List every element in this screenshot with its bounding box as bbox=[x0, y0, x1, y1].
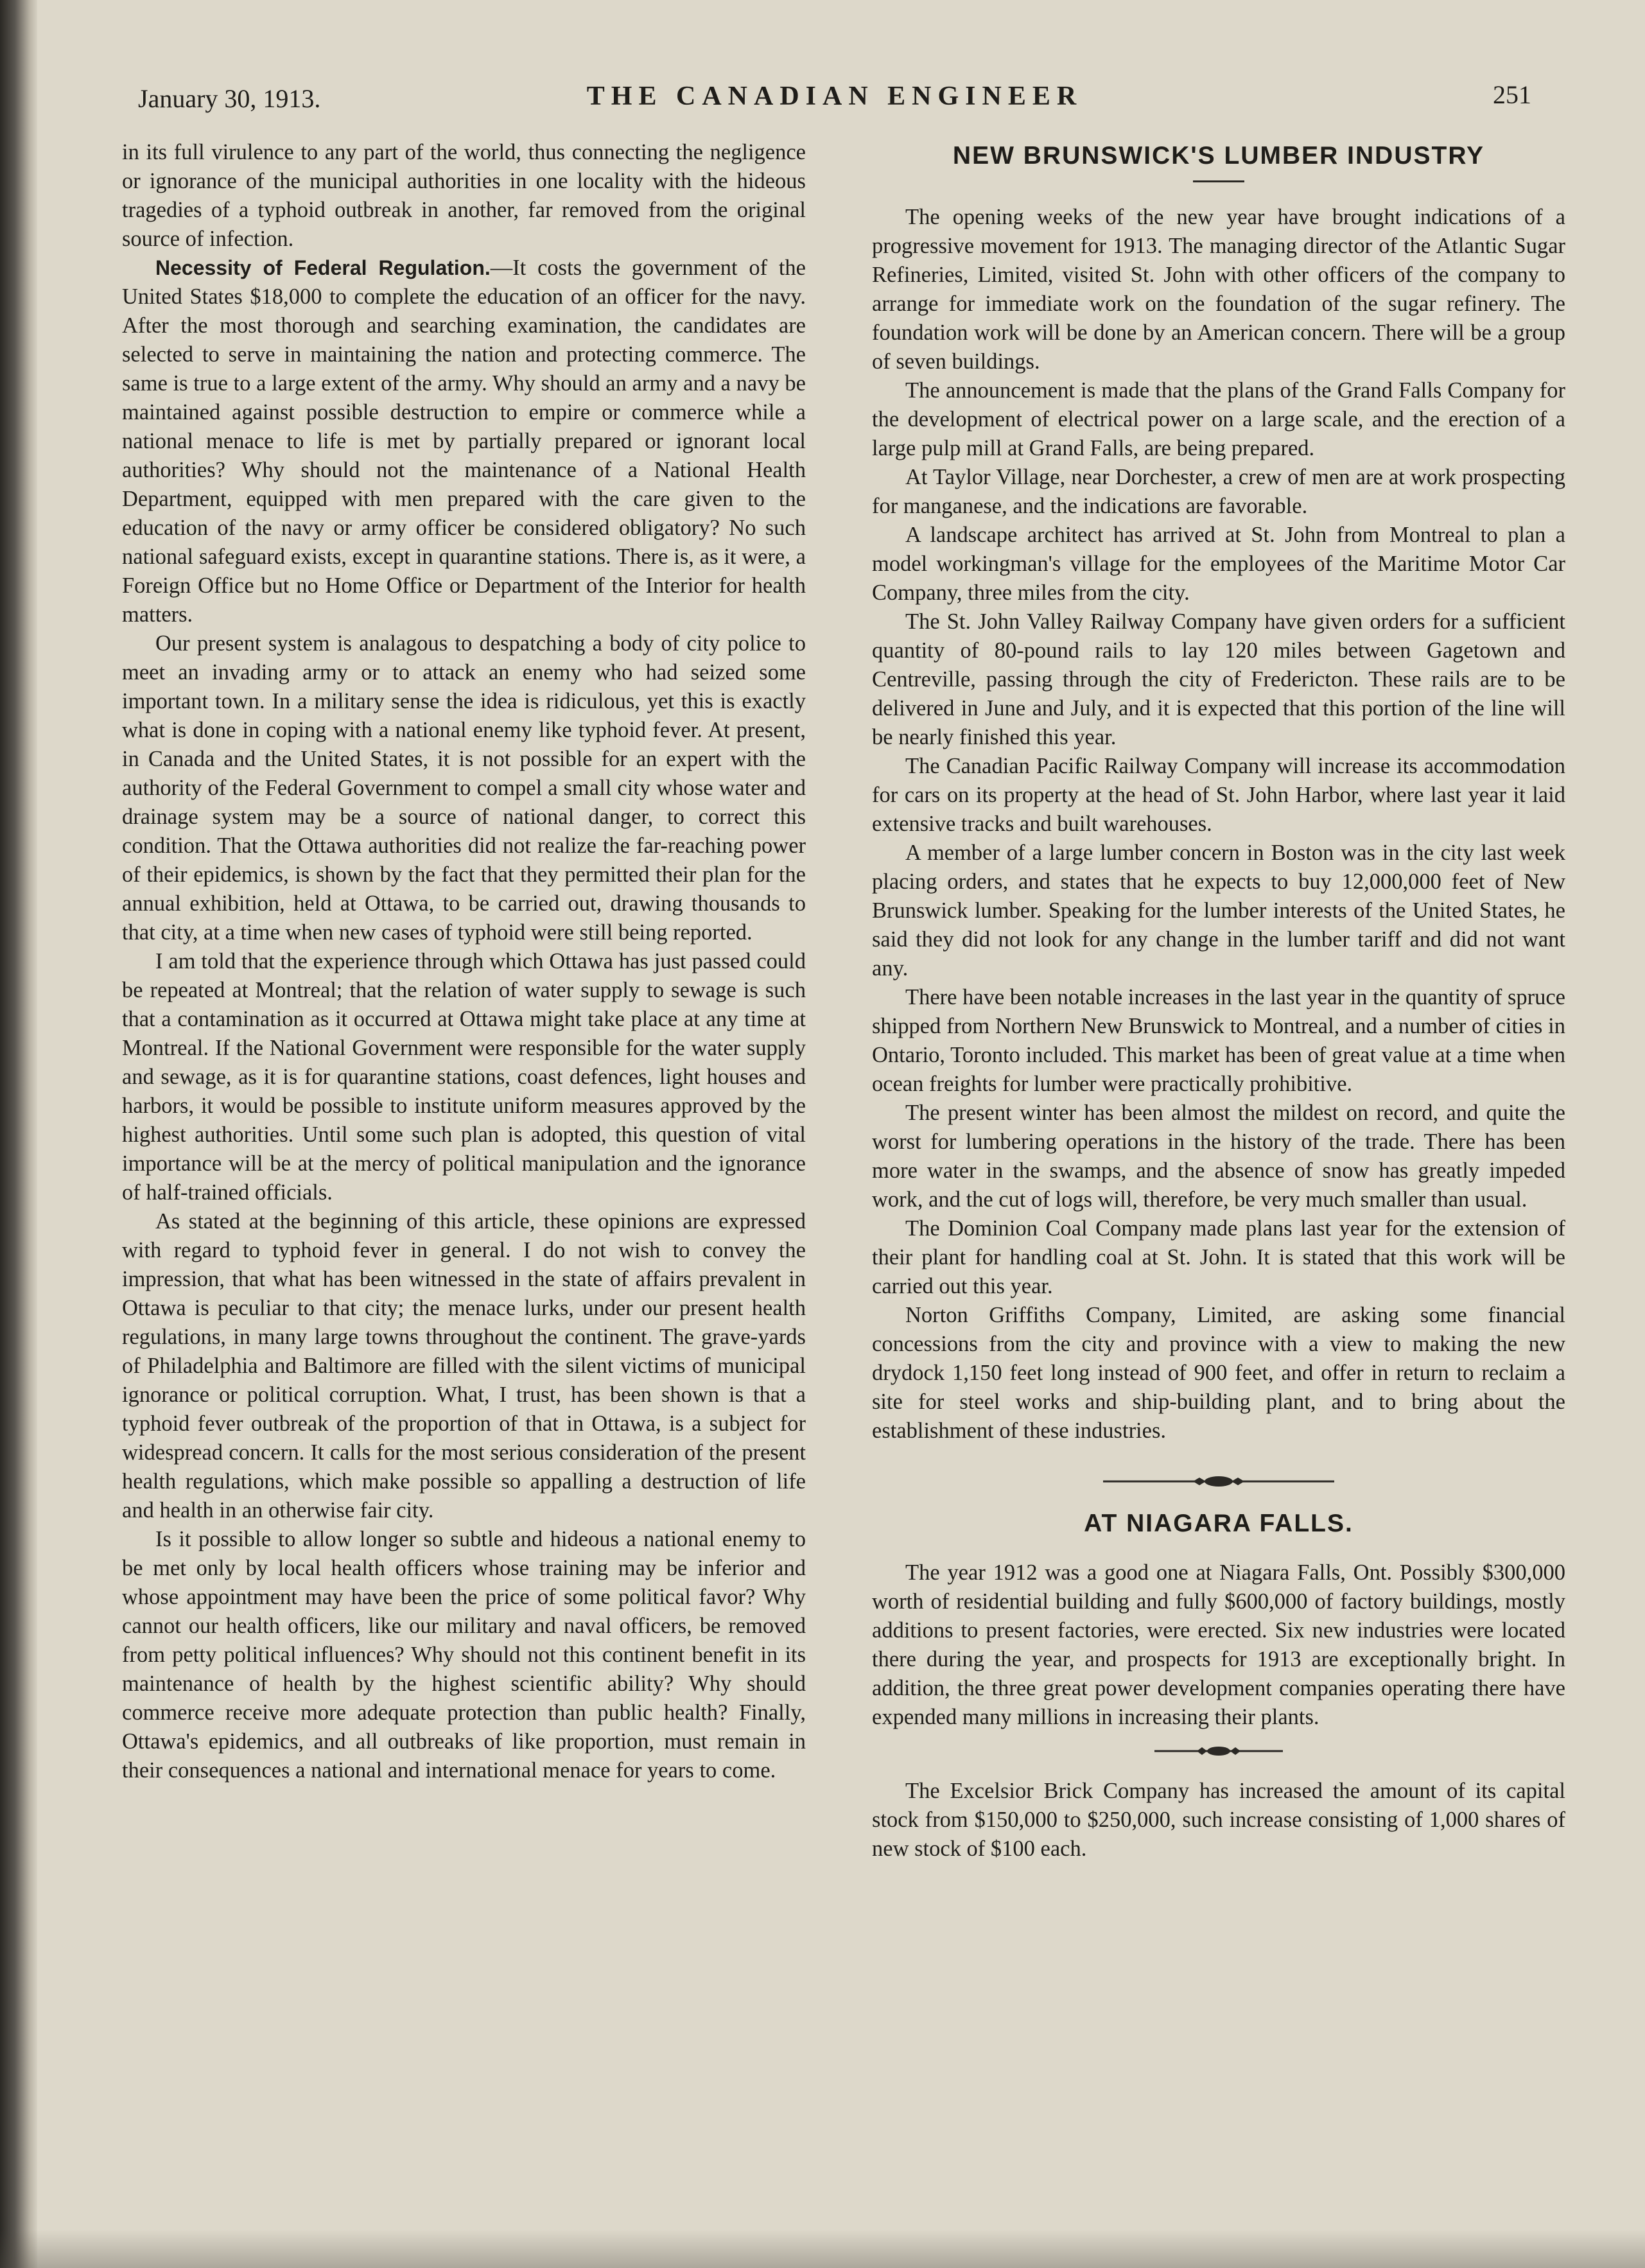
paragraph: The opening weeks of the new year have brought indications of a progressive movement for 1913. The managing director of the Atlantic Sugar Refineries, Limited, visited St. John with other officers of the company to arrange for immediate work on the foundation of the sugar refinery. The foundation work will be done by an American concern. There will be a group of seven buildings. bbox=[872, 205, 1565, 374]
paragraph: The Dominion Coal Company made plans last year for the extension of their plant for handling coal at St. John. It is stated that this work will be carried out this year. bbox=[872, 1216, 1565, 1298]
paragraph-with-run-in-heading bbox=[122, 254, 806, 629]
page-number: 251 bbox=[1493, 80, 1531, 109]
book-binding-shadow bbox=[0, 0, 37, 2268]
paragraph: A member of a large lumber concern in Boston was in the city last week placing orders, and states that he expects to buy 12,000,000 feet of New Brunswick lumber. Speaking for the lumber interests of the United States, he said they did not look for any change in the lumber tariff and did not want any. bbox=[872, 841, 1565, 981]
page-bottom-shadow bbox=[0, 2229, 1645, 2268]
paragraph: The Canadian Pacific Railway Company will increase its accommodation for cars on its property at the head of St. John Harbor, where last year it laid extensive tracks and built warehouses. bbox=[872, 754, 1565, 836]
paragraph: Norton Griffiths Company, Limited, are asking some financial concessions from the city and province with a view to making the new drydock 1,150 feet long instead of 900 feet, and offer in return to reclaim a site for steel works and ship-building plant, and to bring about the establishment of these industries. bbox=[872, 1303, 1565, 1443]
paragraph: At Taylor Village, near Dorchester, a crew of men are at work prospecting for manganese, and the indications are favorable. bbox=[872, 465, 1565, 518]
paragraph: As stated at the beginning of this article, these opinions are expressed with regard to typhoid fever in general. I do not wish to convey the impression, that what has been witnessed in the state of affairs prevalent in Ottawa is peculiar to that city; the menace lurks, under our present health regulations, in many large towns throughout the continent. The grave-yards of Philadelphia and Baltimore are filled with the silent victims of municipal ignorance or political corruption. What, I trust, has been shown is that a typhoid fever outbreak of the proportion of that in Ottawa, is a subject for widespread concern. It calls for the most serious consideration of the present health regulations, which make possible so appalling a destruction of life and health in an otherwise fair city. bbox=[122, 1209, 806, 1522]
issue-date: January 30, 1913. bbox=[138, 84, 321, 113]
section-divider-ornament bbox=[872, 1745, 1565, 1758]
paragraph: in its full virulence to any part of the world, thus connecting the negligence or ignorance of the municipal authorities in one locality with the hideous tragedies of a typhoid outbreak in another, far removed from the original source of infection. bbox=[122, 140, 806, 251]
paragraph: The year 1912 was a good one at Niagara Falls, Ont. Possibly $300,000 worth of residential building and fully $600,000 of factory buildings, mostly additions to present factories, were erected. Six new industries were located there during the year, and prospects for 1913 are exceptionally bright. In addition, the three great power development companies operating there have expended many millions in increasing their plants. bbox=[872, 1560, 1565, 1729]
section-heading: Necessity of Federal Regulation. bbox=[155, 256, 491, 279]
paragraph: The announcement is made that the plans of the Grand Falls Company for the development of electrical power on a large scale, and the erection of a large pulp mill at Grand Falls, are being prepared. bbox=[872, 378, 1565, 460]
title-rule bbox=[1193, 180, 1244, 182]
journal-title: THE CANADIAN ENGINEER bbox=[586, 82, 1083, 111]
section-divider-ornament bbox=[872, 1475, 1565, 1488]
paragraph-text: —It costs the government of the United States $18,000 to complete the education of an officer for the navy. After the most thorough and searching examination, the candidates are selected to serve in maintaining the nation and protecting commerce. The same is true to a large extent of the army. Why should an army and a navy be maintained against possible destruction to empire or commerce while a national menace to life is met by partially prepared or ignorant local authorities? Why should not the maintenance of a National Health Department, equipped with men prepared with the care given to the education of the navy or army officer be considered obligatory? No such national safeguard exists, except in quarantine stations. There is, as it were, a Foreign Office but no Home Office or Department of the Interior for health matters. bbox=[122, 256, 806, 627]
paragraph: The St. John Valley Railway Company have given orders for a sufficient quantity of 80-pound rails to lay 120 miles between Gagetown and Centreville, passing through the city of Fredericton. These rails are to be delivered in June and July, and it is expected that this portion of the line will be nearly finished this year. bbox=[872, 609, 1565, 749]
paragraph: Is it possible to allow longer so subtle and hideous a national enemy to be met only by local health officers whose training may be inferior and whose appointment may have been the price of some political favor? Why cannot our health officers, like our military and naval officers, be removed from petty political influences? Why should not this continent benefit in its maintenance of health by the highest scientific ability? Why should commerce receive more adequate protection than public health? Finally, Ottawa's epidemics, and all outbreaks of like proportion, must remain in their consequences a national and international menace for years to come. bbox=[122, 1527, 806, 1783]
paragraph: I am told that the experience through which Ottawa has just passed could be repeated at Montreal; that the relation of water supply to sewage is such that a contamination as it occurred at Ottawa might take place at any time at Montreal. If the National Government were responsible for the water supply and sewage, as it is for quarantine stations, coast defences, light houses and harbors, it would be possible to institute uniform measures approved by the highest authorities. Until some such plan is adopted, this question of vital importance will be at the mercy of political manipulation and the ignorance of half-trained officials. bbox=[122, 949, 806, 1205]
article-title: NEW BRUNSWICK'S LUMBER INDUSTRY bbox=[952, 142, 1485, 170]
paragraph: Our present system is analagous to despatching a body of city police to meet an invading army or to attack an enemy who had seized some important town. In a military sense the idea is ridiculous, yet this is exactly what is done in coping with a national enemy like typhoid fever. At present, in Canada and the United States, it is not possible for an expert with the authority of the Federal Government to compel a small city whose water and drainage system may be a source of national danger, to correct this condition. That the Ottawa authorities did not realize the far-reaching power of their epidemics, is shown by the fact that they permitted their plan for the annual exhibition, held at Ottawa, to be carried out, drawing thousands to that city, at a time when new cases of typhoid were still being reported. bbox=[122, 631, 806, 945]
paragraph: A landscape architect has arrived at St. John from Montreal to plan a model workingman's village for the employees of the Maritime Motor Car Company, three miles from the city. bbox=[872, 523, 1565, 605]
paragraph: The present winter has been almost the mildest on record, and quite the worst for lumbering operations in the history of the trade. There has been more water in the swamps, and the absence of snow has greatly impeded work, and the cut of logs will, therefore, be very much smaller than usual. bbox=[872, 1101, 1565, 1212]
page-header bbox=[138, 77, 1531, 116]
article-title: AT NIAGARA FALLS. bbox=[1084, 1510, 1353, 1537]
right-column bbox=[872, 138, 1565, 2167]
paragraph: The Excelsior Brick Company has increased the amount of its capital stock from $150,000 to $250,000, such increase consisting of 1,000 shares of new stock of $100 each. bbox=[872, 1779, 1565, 1861]
left-column bbox=[122, 138, 806, 2174]
paragraph: There have been notable increases in the last year in the quantity of spruce shipped from Northern New Brunswick to Montreal, and a number of cities in Ontario, Toronto included. This market has been of great value at a time when ocean freights for lumber were practically prohibitive. bbox=[872, 985, 1565, 1096]
